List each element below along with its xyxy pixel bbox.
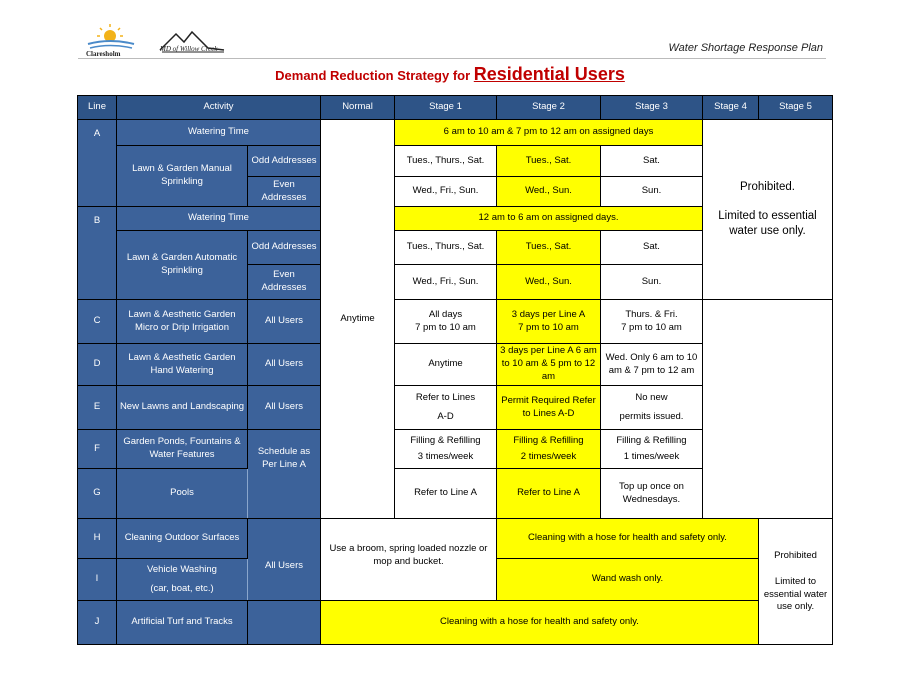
f-stage2 <box>497 430 601 469</box>
b-even-addresses: Even Addresses <box>248 265 321 300</box>
i-activity-line2: (car, boat, etc.) <box>150 582 214 594</box>
document-title <box>0 64 900 85</box>
a-odd-stage3: Sat. <box>601 146 703 177</box>
a-even-addresses: Even Addresses <box>248 177 321 207</box>
d-users: All Users <box>248 344 321 386</box>
a-odd-stage1: Tues., Thurs., Sat. <box>395 146 497 177</box>
i-activity <box>117 559 248 601</box>
normal-anytime: Anytime <box>321 120 395 519</box>
f-stage3 <box>601 430 703 469</box>
c-stage3 <box>601 300 703 344</box>
a-activity: Lawn & Garden Manual Sprinkling <box>117 146 248 207</box>
line-b: B <box>78 207 117 300</box>
e-stage1-line1: Refer to Lines <box>415 391 476 403</box>
c-stage2-hours: 7 pm to 10 am <box>518 321 579 333</box>
strategy-table <box>77 95 833 645</box>
a-even-stage2: Wed., Sun. <box>497 177 601 207</box>
stage45-prohibited-cell <box>703 120 833 300</box>
stage45-limited: Limited to essential water use only. <box>718 210 817 238</box>
col-header-normal: Normal <box>321 96 395 120</box>
b-odd-addresses: Odd Addresses <box>248 231 321 265</box>
b-watering-time: 12 am to 6 am on assigned days. <box>395 207 703 231</box>
g-stage1: Refer to Line A <box>395 469 497 519</box>
b-odd-stage3: Sat. <box>601 231 703 265</box>
a-odd-stage2: Tues., Sat. <box>497 146 601 177</box>
b-even-stage3: Sun. <box>601 265 703 300</box>
d-stage2: 3 days per Line A 6 am to 10 am & 5 pm to 12 am <box>497 344 601 386</box>
col-header-stage2: Stage 2 <box>497 96 601 120</box>
f-activity: Garden Ponds, Fountains & Water Features <box>117 430 248 469</box>
e-stage3-line2: permits issued. <box>619 410 684 422</box>
line-j: J <box>78 601 117 645</box>
hi-users: All Users <box>248 519 321 601</box>
line-i: I <box>78 559 117 601</box>
d-activity: Lawn & Aesthetic Garden Hand Watering <box>117 344 248 386</box>
fg-users: Schedule as Per Line A <box>248 430 321 519</box>
g-stage2: Refer to Line A <box>497 469 601 519</box>
j-users-empty <box>248 601 321 645</box>
line-e: E <box>78 386 117 430</box>
i-activity-line1: Vehicle Washing <box>147 563 217 575</box>
header-divider <box>78 58 826 59</box>
a-even-stage3: Sun. <box>601 177 703 207</box>
claresholm-logo-text: Claresholm <box>86 50 121 58</box>
f-stage1 <box>395 430 497 469</box>
b-activity: Lawn & Garden Automatic Sprinkling <box>117 231 248 300</box>
title-main: Residential Users <box>473 64 625 84</box>
col-header-activity: Activity <box>117 96 321 120</box>
a-watering-time: 6 am to 10 am & 7 pm to 12 am on assigned days <box>395 120 703 146</box>
page-header <box>0 0 900 60</box>
line-c: C <box>78 300 117 344</box>
line-h: H <box>78 519 117 559</box>
c-stage1-days: All days <box>428 308 463 320</box>
d-stage3: Wed. Only 6 am to 10 am & 7 pm to 12 am <box>601 344 703 386</box>
e-stage1-line2: A-D <box>437 410 454 422</box>
g-stage3: Top up once on Wednesdays. <box>601 469 703 519</box>
e-activity: New Lawns and Landscaping <box>117 386 248 430</box>
line-f: F <box>78 430 117 469</box>
stage5-prohibited: Prohibited <box>774 549 817 561</box>
i-stage24: Wand wash only. <box>497 559 759 601</box>
plan-title: Water Shortage Response Plan <box>668 42 823 54</box>
stage5-limited: Limited to essential water use only. <box>763 576 828 613</box>
c-stage1 <box>395 300 497 344</box>
b-odd-stage1: Tues., Thurs., Sat. <box>395 231 497 265</box>
c-activity: Lawn & Aesthetic Garden Micro or Drip Irrigation <box>117 300 248 344</box>
c-stage3-hours: 7 pm to 10 am <box>621 321 682 333</box>
j-stage14: Cleaning with a hose for health and safety only. <box>321 601 759 645</box>
b-watering-time-label: Watering Time <box>117 207 321 231</box>
stage45-blank <box>703 300 833 519</box>
d-stage1: Anytime <box>395 344 497 386</box>
a-odd-addresses: Odd Addresses <box>248 146 321 177</box>
md-willow-creek-logo-text: MD of Willow Creek <box>160 45 218 53</box>
b-odd-stage2: Tues., Sat. <box>497 231 601 265</box>
c-stage3-days: Thurs. & Fri. <box>625 308 678 320</box>
j-activity: Artificial Turf and Tracks <box>117 601 248 645</box>
c-stage1-hours: 7 pm to 10 am <box>415 321 476 333</box>
line-g: G <box>78 469 117 519</box>
h-activity: Cleaning Outdoor Surfaces <box>117 519 248 559</box>
a-watering-time-label: Watering Time <box>117 120 321 146</box>
e-stage3-line1: No new <box>635 391 668 403</box>
e-users: All Users <box>248 386 321 430</box>
f-stage3-line1: Filling & Refilling <box>616 434 687 446</box>
col-header-stage4: Stage 4 <box>703 96 759 120</box>
c-stage2-days: 3 days per Line A <box>511 308 586 320</box>
h-stage24: Cleaning with a hose for health and safety only. <box>497 519 759 559</box>
col-header-stage1: Stage 1 <box>395 96 497 120</box>
col-header-stage5: Stage 5 <box>759 96 833 120</box>
a-even-stage1: Wed., Fri., Sun. <box>395 177 497 207</box>
c-users: All Users <box>248 300 321 344</box>
f-stage1-line1: Filling & Refilling <box>410 434 481 446</box>
stage5-prohibited-cell <box>759 519 833 645</box>
e-stage1 <box>395 386 497 430</box>
e-stage3 <box>601 386 703 430</box>
line-d: D <box>78 344 117 386</box>
b-even-stage1: Wed., Fri., Sun. <box>395 265 497 300</box>
f-stage3-line2: 1 times/week <box>623 450 680 462</box>
f-stage1-line2: 3 times/week <box>417 450 474 462</box>
e-stage2: Permit Required Refer to Lines A-D <box>497 386 601 430</box>
g-activity: Pools <box>117 469 248 519</box>
f-stage2-line1: Filling & Refilling <box>513 434 584 446</box>
c-stage2 <box>497 300 601 344</box>
line-a: A <box>78 120 117 207</box>
h-normal: Use a broom, spring loaded nozzle or mop and bucket. <box>321 519 497 601</box>
f-stage2-line2: 2 times/week <box>520 450 577 462</box>
stage45-prohibited: Prohibited. <box>740 180 795 193</box>
title-prefix: Demand Reduction Strategy for <box>275 68 474 83</box>
b-even-stage2: Wed., Sun. <box>497 265 601 300</box>
col-header-stage3: Stage 3 <box>601 96 703 120</box>
col-header-line: Line <box>78 96 117 120</box>
